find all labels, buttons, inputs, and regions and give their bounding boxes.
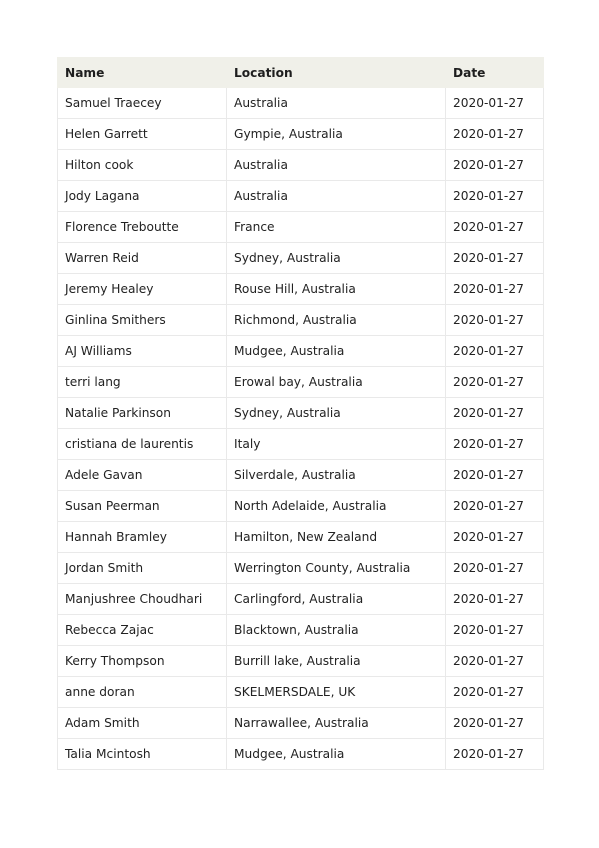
cell-name: Natalie Parkinson [58, 398, 227, 429]
cell-name: Hilton cook [58, 150, 227, 181]
cell-date: 2020-01-27 [446, 305, 544, 336]
table-row [58, 491, 544, 522]
cell-date: 2020-01-27 [446, 677, 544, 708]
table-row [58, 584, 544, 615]
cell-date: 2020-01-27 [446, 181, 544, 212]
cell-name: Jeremy Healey [58, 274, 227, 305]
column-header-date: Date [446, 57, 544, 88]
table-row [58, 181, 544, 212]
table-row [58, 429, 544, 460]
cell-name: terri lang [58, 367, 227, 398]
cell-location: SKELMERSDALE, UK [227, 677, 446, 708]
table-row [58, 615, 544, 646]
table-row [58, 212, 544, 243]
cell-name: Adam Smith [58, 708, 227, 739]
cell-location: Rouse Hill, Australia [227, 274, 446, 305]
cell-name: Helen Garrett [58, 119, 227, 150]
signatures-table [57, 57, 544, 770]
cell-date: 2020-01-27 [446, 212, 544, 243]
table-row [58, 522, 544, 553]
cell-date: 2020-01-27 [446, 522, 544, 553]
cell-location: Sydney, Australia [227, 243, 446, 274]
cell-name: anne doran [58, 677, 227, 708]
cell-location: Mudgee, Australia [227, 739, 446, 770]
cell-location: Hamilton, New Zealand [227, 522, 446, 553]
cell-location: Richmond, Australia [227, 305, 446, 336]
cell-location: Carlingford, Australia [227, 584, 446, 615]
cell-name: Samuel Traecey [58, 88, 227, 119]
cell-date: 2020-01-27 [446, 119, 544, 150]
table-row [58, 274, 544, 305]
cell-location: North Adelaide, Australia [227, 491, 446, 522]
cell-location: Erowal bay, Australia [227, 367, 446, 398]
cell-name: Warren Reid [58, 243, 227, 274]
header-row [58, 57, 544, 88]
table-row [58, 553, 544, 584]
table-row [58, 119, 544, 150]
table-row [58, 708, 544, 739]
table-row [58, 460, 544, 491]
table-row [58, 739, 544, 770]
cell-name: Rebecca Zajac [58, 615, 227, 646]
cell-name: Jody Lagana [58, 181, 227, 212]
cell-location: Italy [227, 429, 446, 460]
cell-name: Hannah Bramley [58, 522, 227, 553]
table-row [58, 646, 544, 677]
cell-date: 2020-01-27 [446, 646, 544, 677]
cell-date: 2020-01-27 [446, 739, 544, 770]
cell-location: Gympie, Australia [227, 119, 446, 150]
cell-name: Florence Treboutte [58, 212, 227, 243]
table-row [58, 305, 544, 336]
cell-location: Burrill lake, Australia [227, 646, 446, 677]
cell-location: Blacktown, Australia [227, 615, 446, 646]
cell-date: 2020-01-27 [446, 336, 544, 367]
cell-date: 2020-01-27 [446, 584, 544, 615]
cell-name: Kerry Thompson [58, 646, 227, 677]
cell-name: Susan Peerman [58, 491, 227, 522]
cell-date: 2020-01-27 [446, 150, 544, 181]
document-page [57, 57, 543, 770]
cell-date: 2020-01-27 [446, 367, 544, 398]
cell-name: Manjushree Choudhari [58, 584, 227, 615]
cell-date: 2020-01-27 [446, 460, 544, 491]
column-header-name: Name [58, 57, 227, 88]
cell-name: Talia Mcintosh [58, 739, 227, 770]
cell-date: 2020-01-27 [446, 398, 544, 429]
cell-location: Mudgee, Australia [227, 336, 446, 367]
cell-location: Australia [227, 150, 446, 181]
table-row [58, 88, 544, 119]
cell-date: 2020-01-27 [446, 491, 544, 522]
cell-date: 2020-01-27 [446, 274, 544, 305]
cell-location: Werrington County, Australia [227, 553, 446, 584]
table-row [58, 677, 544, 708]
table-row [58, 150, 544, 181]
cell-name: Ginlina Smithers [58, 305, 227, 336]
cell-location: Sydney, Australia [227, 398, 446, 429]
cell-name: cristiana de laurentis [58, 429, 227, 460]
table-row [58, 336, 544, 367]
cell-name: AJ Williams [58, 336, 227, 367]
cell-date: 2020-01-27 [446, 553, 544, 584]
cell-date: 2020-01-27 [446, 708, 544, 739]
cell-location: Australia [227, 88, 446, 119]
cell-name: Jordan Smith [58, 553, 227, 584]
table-row [58, 398, 544, 429]
table-header [58, 57, 544, 88]
table-row [58, 243, 544, 274]
cell-location: Narrawallee, Australia [227, 708, 446, 739]
cell-location: Australia [227, 181, 446, 212]
cell-location: France [227, 212, 446, 243]
table-body [58, 88, 544, 770]
cell-name: Adele Gavan [58, 460, 227, 491]
cell-date: 2020-01-27 [446, 88, 544, 119]
cell-location: Silverdale, Australia [227, 460, 446, 491]
column-header-location: Location [227, 57, 446, 88]
table-row [58, 367, 544, 398]
cell-date: 2020-01-27 [446, 243, 544, 274]
cell-date: 2020-01-27 [446, 615, 544, 646]
cell-date: 2020-01-27 [446, 429, 544, 460]
